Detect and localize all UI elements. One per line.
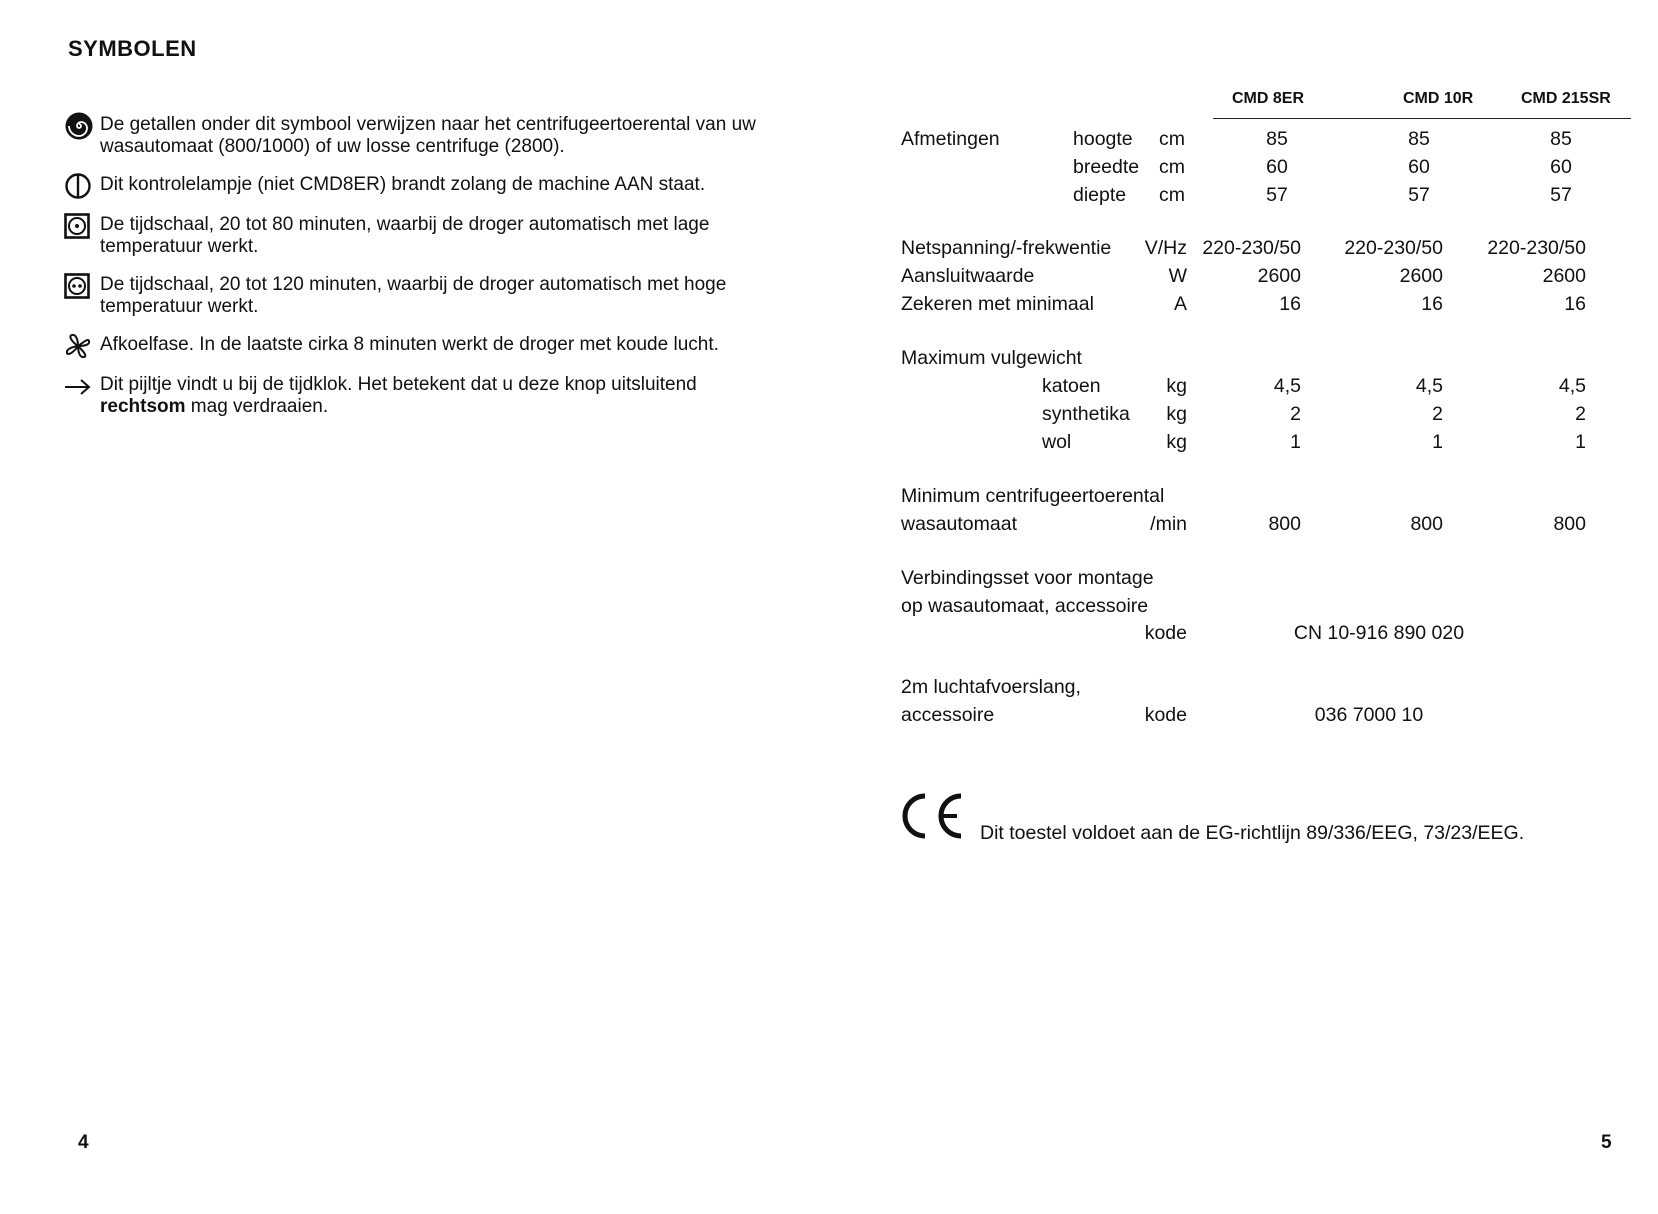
spec-sublabel: diepte — [1073, 184, 1127, 206]
spec-value: 1 — [1290, 431, 1301, 453]
arrow-right-icon — [64, 374, 100, 398]
model-header: CMD 10R — [1403, 90, 1474, 107]
spec-value: 60 — [1408, 156, 1430, 178]
spec-value: 4,5 — [1273, 375, 1301, 397]
spec-unit: cm — [1159, 128, 1185, 150]
spec-value: 2600 — [1257, 265, 1301, 287]
symbol-text — [100, 374, 784, 418]
spec-label: Verbindingsset voor montage — [901, 567, 1154, 589]
symbol-item-spin — [64, 114, 784, 158]
spec-value: 2600 — [1399, 265, 1443, 287]
spec-label: 2m luchtafvoerslang, — [901, 676, 1081, 698]
spec-unit: A — [1173, 293, 1187, 315]
spec-value: 57 — [1408, 184, 1430, 206]
spec-value: 85 — [1266, 128, 1288, 150]
spec-value: 2 — [1575, 403, 1586, 425]
spec-value: 4,5 — [1558, 375, 1586, 397]
spec-value: 800 — [1268, 513, 1301, 535]
spec-label: accessoire — [901, 704, 995, 726]
spec-code: CN 10-916 890 020 — [1293, 622, 1465, 644]
spec-value: 16 — [1564, 293, 1586, 315]
spec-unit: kode — [1144, 622, 1187, 644]
spec-unit: cm — [1159, 156, 1185, 178]
spec-unit: /min — [1150, 513, 1187, 535]
page-number: 4 — [78, 1132, 89, 1153]
spec-value: 85 — [1550, 128, 1572, 150]
spec-value: 85 — [1408, 128, 1430, 150]
spec-label: Zekeren met minimaal — [901, 293, 1094, 315]
spec-sublabel: breedte — [1073, 156, 1140, 178]
spec-value: 800 — [1553, 513, 1586, 535]
symbol-text: De getallen onder dit symbool verwijzen naar het centrifugeertoerental van uw wasautomaat (800/1000) of uw losse centrifuge (2800). — [100, 114, 756, 157]
spec-unit: W — [1168, 265, 1187, 287]
fan-cooling-icon — [64, 334, 100, 358]
ce-statement: Dit toestel voldoet aan de EG-richtlijn 89/336/EEG, 73/23/EEG. — [980, 822, 1525, 844]
header-rule — [1213, 118, 1631, 119]
symbol-text: Afkoelfase. In de laatste cirka 8 minuten werkt de droger met koude lucht. — [100, 334, 719, 355]
symbol-item-cooling — [64, 334, 784, 358]
spec-unit: kg — [1166, 375, 1187, 397]
right-page — [829, 0, 1658, 1214]
low-temp-timer-icon — [64, 214, 100, 238]
spec-value: 2 — [1432, 403, 1443, 425]
spec-value: 4,5 — [1415, 375, 1443, 397]
symbol-text-bold: rechtsom — [100, 396, 186, 417]
spec-value: 57 — [1550, 184, 1572, 206]
power-lamp-icon — [64, 174, 100, 198]
spec-sublabel: katoen — [1042, 375, 1101, 397]
symbol-item-high-temp — [64, 274, 784, 318]
spec-sublabel: synthetika — [1042, 403, 1130, 425]
symbol-item-arrow — [64, 374, 784, 418]
spec-unit: V/Hz — [1144, 237, 1187, 259]
spec-label: op wasautomaat, accessoire — [901, 595, 1149, 617]
spec-unit: kode — [1144, 704, 1187, 726]
ce-mark-icon — [899, 790, 965, 847]
spec-value: 57 — [1266, 184, 1288, 206]
symbol-text-part: Dit pijltje vindt u bij de tijdklok. Het betekent dat u deze knop uitsluitend — [100, 374, 697, 395]
spec-unit: kg — [1166, 403, 1187, 425]
spec-value: 60 — [1550, 156, 1572, 178]
spec-value: 2600 — [1542, 265, 1586, 287]
section-title: SYMBOLEN — [68, 36, 197, 61]
spec-label: Afmetingen — [901, 128, 1000, 150]
symbol-item-low-temp — [64, 214, 784, 258]
spec-value: 16 — [1279, 293, 1301, 315]
symbol-text: Dit kontrolelampje (niet CMD8ER) brandt zolang de machine AAN staat. — [100, 174, 706, 195]
spec-label: Minimum centrifugeertoerental — [901, 485, 1165, 507]
symbol-item-power — [64, 174, 784, 198]
spec-value: 800 — [1410, 513, 1443, 535]
model-header: CMD 8ER — [1232, 90, 1305, 107]
spec-sublabel: wol — [1042, 431, 1072, 453]
symbol-text-part: mag verdraaien. — [185, 396, 329, 417]
spec-label: Maximum vulgewicht — [901, 347, 1082, 369]
spec-label: wasautomaat — [901, 513, 1017, 535]
spec-code: 036 7000 10 — [1314, 704, 1424, 726]
spec-value: 220-230/50 — [1487, 237, 1586, 259]
spec-value: 220-230/50 — [1344, 237, 1443, 259]
spec-value: 220-230/50 — [1202, 237, 1301, 259]
symbol-list — [64, 114, 784, 418]
page-number: 5 — [1601, 1132, 1612, 1153]
spec-label: Aansluitwaarde — [901, 265, 1035, 287]
spec-value: 2 — [1290, 403, 1301, 425]
spec-sublabel: hoogte — [1073, 128, 1133, 150]
symbol-text: De tijdschaal, 20 tot 120 minuten, waarbij de droger automatisch met hoge temperatuur werkt. — [100, 274, 727, 317]
spec-label: Netspanning/-frekwentie — [901, 237, 1112, 259]
spec-value: 1 — [1432, 431, 1443, 453]
high-temp-timer-icon — [64, 274, 100, 298]
symbol-text: De tijdschaal, 20 tot 80 minuten, waarbij de droger automatisch met lage temperatuur werkt. — [100, 214, 710, 257]
spec-value: 1 — [1575, 431, 1586, 453]
model-header: CMD 215SR — [1521, 90, 1611, 107]
spin-speed-icon — [64, 114, 100, 138]
spec-value: 60 — [1266, 156, 1288, 178]
spec-unit: cm — [1159, 184, 1185, 206]
spec-value: 16 — [1421, 293, 1443, 315]
spec-unit: kg — [1166, 431, 1187, 453]
